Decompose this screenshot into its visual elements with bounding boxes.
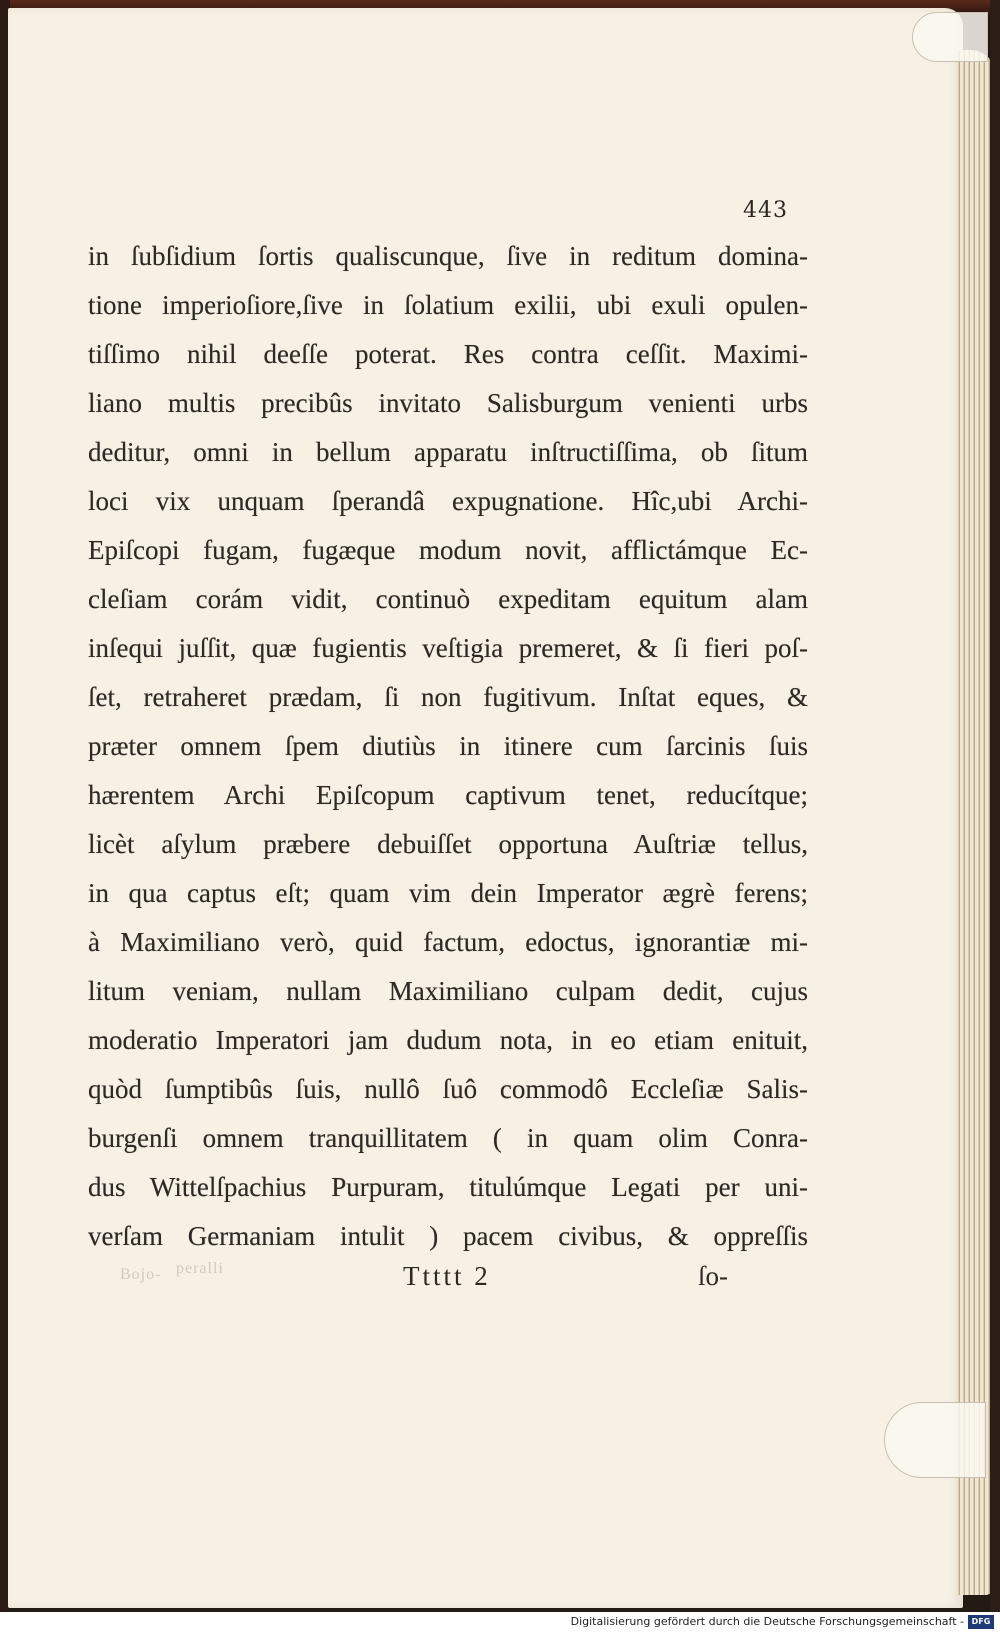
text-line: tione imperioſiore,ſive in ſolatium exilii, ubi exuli opulen-: [88, 290, 808, 320]
text-line: verſam Germaniam intulit ) pacem civibus, & oppreſſis: [88, 1221, 808, 1251]
text-line: à Maximiliano verò, quid factum, edoctus, ignorantiæ mi-: [88, 927, 808, 957]
text-line: tiſſimo nihil deeſſe poterat. Res contra ceſſit. Maximi-: [88, 339, 808, 369]
book-cover-edge: [990, 0, 1000, 1634]
credit-text: Digitalisierung gefördert durch die Deutsche Forschungsgemeinschaft -: [570, 1615, 964, 1628]
text-line: in ſubſidium ſortis qualiscunque, ſive in reditum domina-: [88, 241, 808, 271]
body-text: [88, 232, 808, 1261]
text-line: præter omnem ſpem diutiùs in itinere cum ſarcinis ſuis: [88, 731, 808, 761]
page-clip-top: [912, 12, 988, 62]
text-line: in qua captus eſt; quam vim dein Imperator ægrè ferens;: [88, 878, 808, 908]
bleed-through-text: Bojo-: [120, 1266, 162, 1283]
text-line: licèt aſylum præbere debuiſſet opportuna Auſtriæ tellus,: [88, 829, 808, 859]
bleed-through-text: peralli: [176, 1260, 224, 1277]
text-line: Epiſcopi fugam, fugæque modum novit, afflictámque Ec-: [88, 535, 808, 565]
text-line: dus Wittelſpachius Purpuram, titulúmque Legati per uni-: [88, 1172, 808, 1202]
text-line: litum veniam, nullam Maximiliano culpam dedit, cujus: [88, 976, 808, 1006]
page-number: 443: [743, 198, 788, 223]
signature-mark: Ttttt 2: [403, 1261, 491, 1291]
catchword: ſo-: [698, 1261, 728, 1291]
paper-page: [8, 8, 963, 1608]
dfg-logo-icon: DFG: [968, 1615, 994, 1629]
text-line: inſequi juſſit, quæ fugientis veſtigia premeret, & ſi fieri poſ-: [88, 633, 808, 663]
text-line: liano multis precibûs invitato Salisburgum venienti urbs: [88, 388, 808, 418]
text-line: loci vix unquam ſperandâ expugnatione. Hîc,ubi Archi-: [88, 486, 808, 516]
text-line: burgenſi omnem tranquillitatem ( in quam olim Conra-: [88, 1123, 808, 1153]
page-clip-bottom: [884, 1402, 986, 1478]
text-line: ſet, retraheret prædam, ſi non fugitivum. Inſtat eques, &: [88, 682, 808, 712]
text-line: deditur, omni in bellum apparatu inſtructiſſima, ob ſitum: [88, 437, 808, 467]
digitization-credit-bar: [0, 1612, 1000, 1634]
text-line: hærentem Archi Epiſcopum captivum tenet, reducítque;: [88, 780, 808, 810]
text-line: quòd ſumptibûs ſuis, nullô ſuô commodô Eccleſiæ Salis-: [88, 1074, 808, 1104]
text-line: moderatio Imperatori jam dudum nota, in eo etiam enituit,: [88, 1025, 808, 1055]
page-edges: [955, 50, 995, 1595]
text-line: cleſiam corám vidit, continuò expeditam equitum alam: [88, 584, 808, 614]
